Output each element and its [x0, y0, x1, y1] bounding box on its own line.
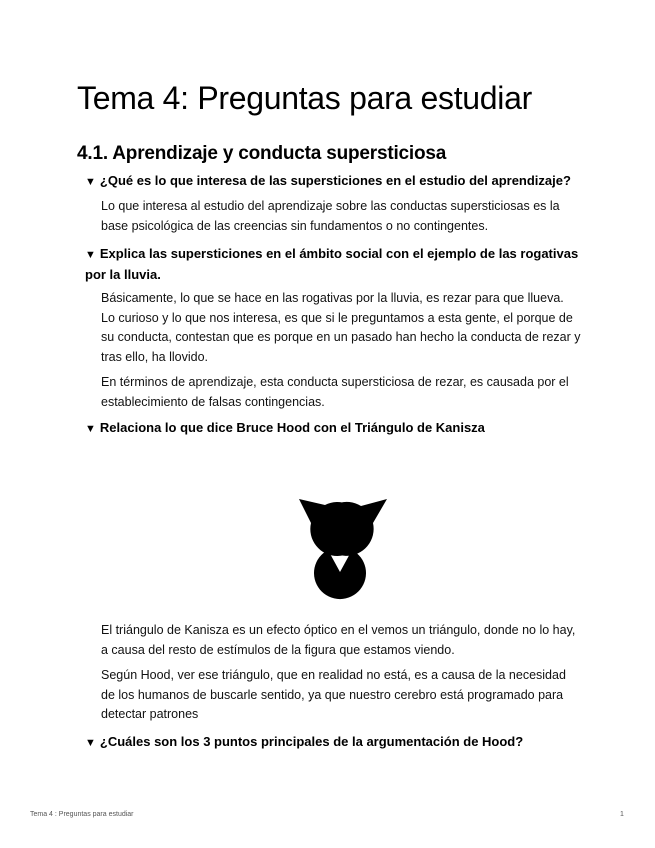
page-number: 1: [620, 811, 624, 818]
toggle-question-4[interactable]: [85, 732, 585, 753]
page-title: Tema 4: Preguntas para estudiar: [77, 80, 532, 116]
question-4-text: ¿Cuáles son los 3 puntos principales de la argumentación de Hood?: [99, 734, 524, 749]
section-heading: 4.1. Aprendizaje y conducta supersticiosa: [77, 143, 447, 164]
answer-3-paragraph-2: Según Hood, ver ese triángulo, que en realidad no está, es a causa de la necesidad de los humanos de buscarle sentido, ya que nuestro cerebro está programado para detectar patrones: [101, 668, 566, 721]
question-1-text: ¿Qué es lo que interesa de las supersticiones en el estudio del aprendizaje?: [99, 173, 571, 188]
answer-1: Lo que interesa al estudio del aprendizaje sobre las conductas supersticiosas es la base psicológica de las creencias sin fundamentos o no contingentes.: [101, 199, 560, 233]
triangle-down-icon[interactable]: ▼: [85, 423, 96, 435]
toggle-question-2[interactable]: [85, 244, 585, 285]
question-2-text: Explica las supersticiones en el ámbito social con el ejemplo de las rogativas por la lluvia.: [85, 246, 579, 282]
answer-3-paragraph-1: El triángulo de Kanisza es un efecto óptico en el vemos un triángulo, donde no lo hay, a causa del resto de estímulos de la figura que estamos viendo.: [101, 623, 576, 657]
toggle-question-1[interactable]: [85, 171, 585, 192]
triangle-down-icon[interactable]: ▼: [85, 249, 96, 261]
answer-2-paragraph-1: Básicamente, lo que se hace en las rogativas por la lluvia, es rezar para que llueva. Lo curioso y lo que nos interesa, es que si le preguntamos a esta gente, el porque de su conducta, contestan que es porque en un pasado han hecho la conducta de rezar y tras ello, ha llovido.: [101, 291, 581, 364]
answer-2-paragraph-2: En términos de aprendizaje, esta conducta supersticiosa de rezar, es causada por el establecimiento de falsas contingencias.: [101, 375, 569, 409]
pacman-bottom: [314, 550, 366, 599]
kanizsa-triangle-image: [266, 462, 416, 602]
footer-title: Tema 4 : Preguntas para estudiar: [30, 811, 134, 818]
toggle-question-3[interactable]: [85, 418, 585, 439]
question-3-text: Relaciona lo que dice Bruce Hood con el Triángulo de Kanisza: [99, 420, 485, 435]
triangle-down-icon[interactable]: ▼: [85, 176, 96, 188]
triangle-down-icon[interactable]: ▼: [85, 737, 96, 749]
